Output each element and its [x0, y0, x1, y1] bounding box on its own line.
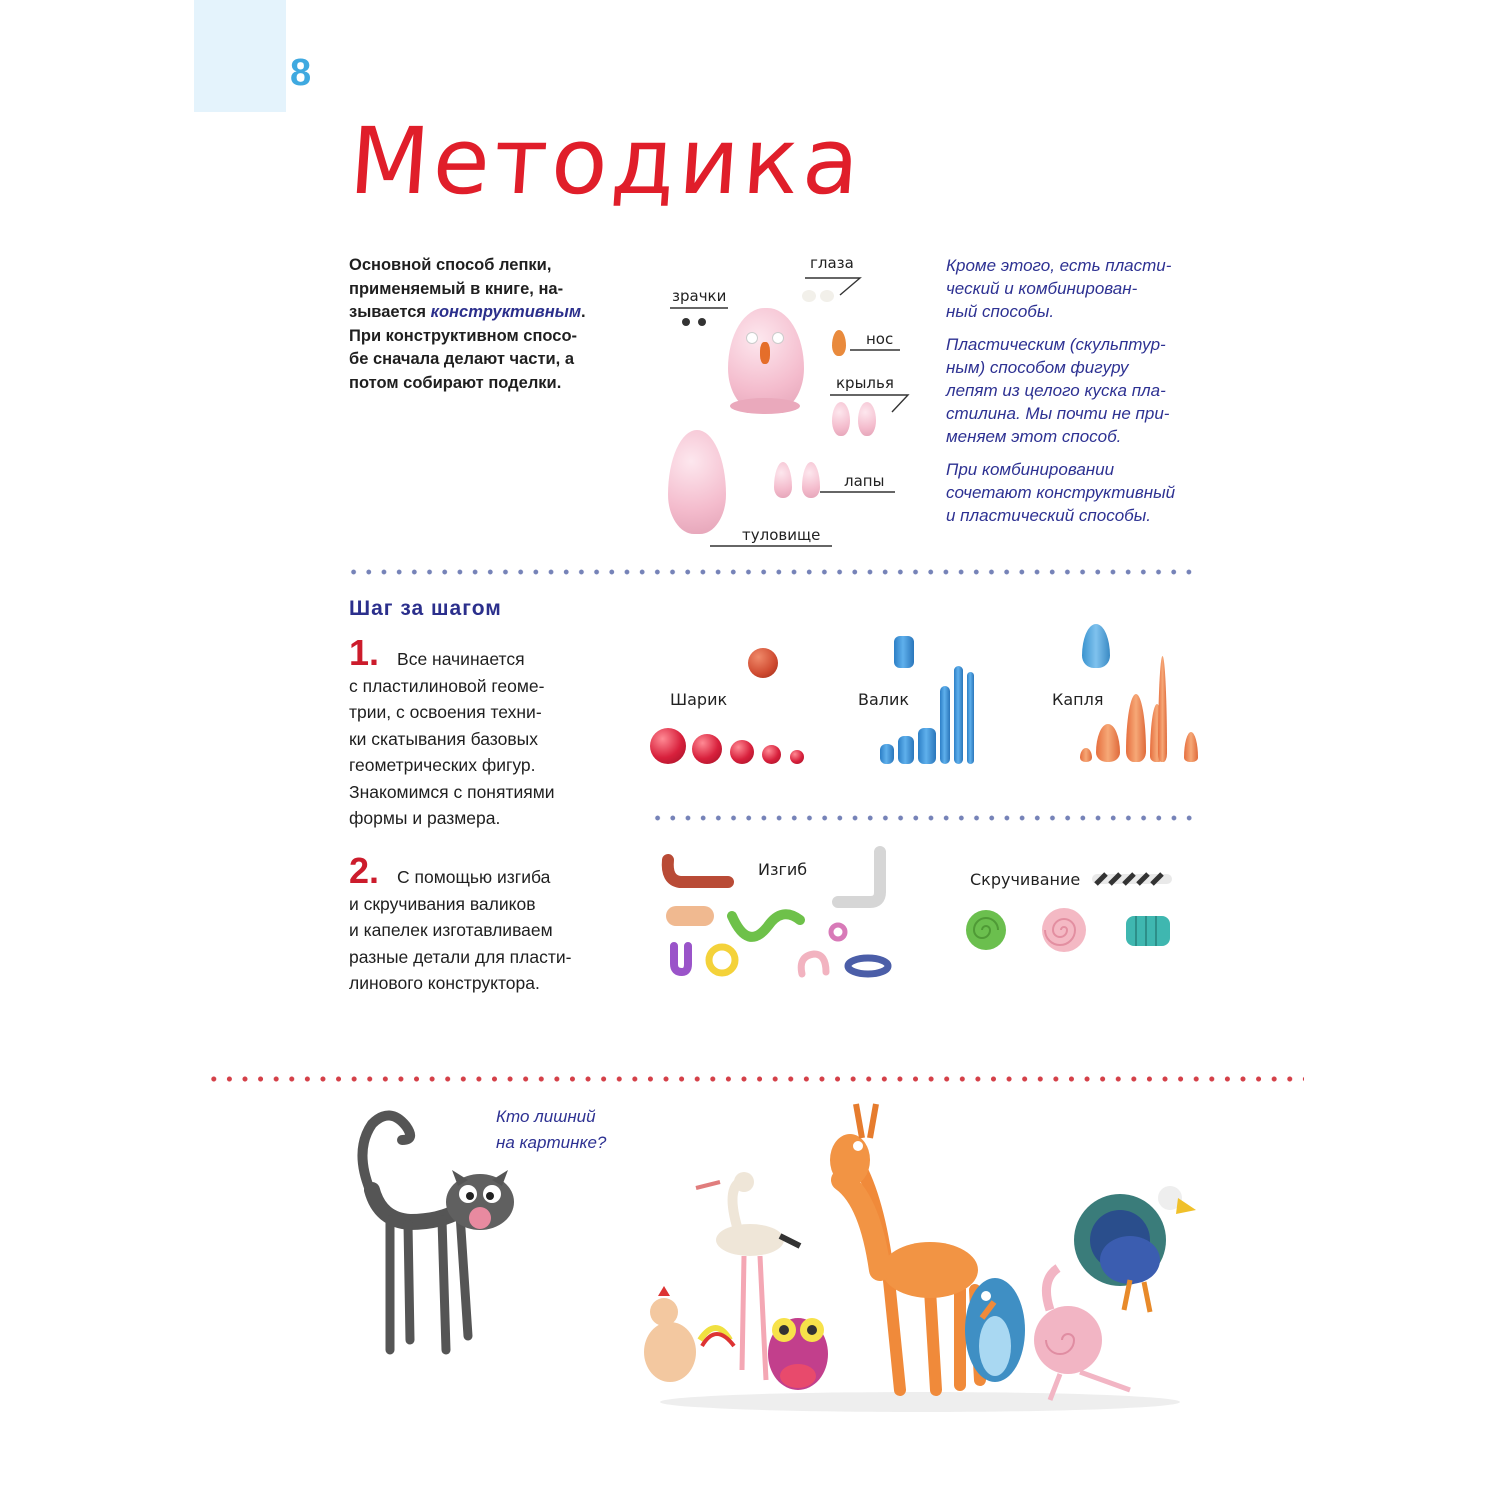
ball-icon	[790, 750, 804, 764]
bent-roller-icon	[668, 860, 728, 882]
eye-part	[820, 290, 834, 302]
drop-icon	[1158, 656, 1167, 762]
spiral-green-icon	[966, 910, 1006, 950]
intro-line: бе сначала делают части, а	[349, 350, 575, 368]
roller-icon	[940, 686, 950, 764]
label-roller: Валик	[858, 690, 910, 709]
blue-bird-icon	[965, 1278, 1025, 1382]
ring-piece-icon	[831, 925, 845, 939]
owl-icon	[768, 1318, 828, 1390]
ring-piece-icon	[709, 947, 735, 973]
step-2: 2. С помощью изгиба и скручивания валиков и капелек изготавливаем разные детали для пласти- линового конструктора.	[349, 850, 572, 993]
label-nose: нос	[866, 330, 894, 348]
ball-icon	[762, 745, 781, 764]
label-twist: Скручивание	[970, 870, 1081, 889]
oval-piece-icon	[666, 906, 714, 926]
roller-icon	[954, 666, 963, 764]
intro-line: Основной способ лепки,	[349, 256, 552, 274]
divider-dotted	[346, 569, 1198, 575]
intro-line: зывается конструктивным.	[349, 303, 586, 321]
page-title: Методика	[346, 108, 867, 215]
side-notes	[946, 254, 1216, 537]
side-paragraph-1: Кроме этого, есть пласти- ческий и комбинирован- ный способы.	[946, 256, 1172, 321]
drop-icon	[1184, 732, 1198, 762]
question-caption: Кто лишний на картинке?	[496, 1107, 607, 1152]
step-2-number: 2.	[349, 850, 380, 891]
loop-piece-icon	[848, 958, 888, 974]
roller-icon	[894, 636, 914, 668]
ball-icon	[748, 648, 778, 678]
bent-roller-icon	[838, 852, 880, 902]
bird-beak-icon	[760, 342, 770, 364]
steps-heading: Шаг за шагом	[349, 597, 502, 620]
label-eyes: глаза	[810, 254, 854, 272]
intro-line: При конструктивном спосо-	[349, 326, 578, 345]
roller-icon	[898, 736, 914, 764]
giraffe-icon	[830, 1104, 980, 1390]
intro-line: применяемый в книге, на-	[349, 279, 564, 298]
side-paragraph-3: При комбинировании сочетают конструктивный и пластический способы.	[946, 460, 1176, 525]
rooster-icon	[644, 1286, 734, 1382]
page-tab	[194, 0, 286, 112]
bend-shapes	[650, 842, 900, 982]
pupil-part	[682, 318, 690, 326]
label-ball: Шарик	[670, 690, 728, 709]
label-wings: крылья	[836, 374, 894, 392]
drop-icon	[1080, 748, 1092, 762]
intro-line: потом собирают поделки.	[349, 373, 562, 392]
flamingo-icon	[1034, 1268, 1130, 1400]
bird-parts-diagram	[660, 250, 920, 550]
u-piece-icon	[674, 946, 688, 972]
bird-eye-icon	[746, 332, 758, 344]
roller-icon	[880, 744, 894, 764]
twisted-rope-icon	[1092, 874, 1172, 884]
eye-part	[802, 290, 816, 302]
divider-dotted	[650, 815, 1198, 821]
label-paws: лапы	[844, 472, 885, 490]
roller-icon	[918, 728, 936, 764]
highlight-term: конструктивным	[430, 303, 582, 321]
drop-icon	[1096, 724, 1120, 762]
wing-part	[858, 402, 876, 436]
label-pupils: зрачки	[672, 287, 727, 305]
bird-eye-icon	[772, 332, 784, 344]
spiral-pink-icon	[1042, 908, 1086, 952]
label-drop: Капля	[1052, 690, 1104, 709]
turkey-icon	[1074, 1186, 1196, 1312]
step-1: 1. Все начинается с пластилиновой геоме- трии, с освоения техни- ки скатывания базовых геометрических фигур. Знакомимся с понятиями формы и размера.	[349, 632, 555, 828]
ball-icon	[650, 728, 686, 764]
ball-icon	[730, 740, 754, 764]
animals-group-icon	[630, 1090, 1210, 1420]
coil-teal-icon	[1126, 916, 1170, 946]
step-1-number: 1.	[349, 632, 380, 673]
wing-part	[832, 402, 850, 436]
bird-feet-icon	[730, 398, 800, 414]
label-body: туловище	[742, 526, 821, 544]
label-bend: Изгиб	[758, 860, 808, 879]
twist-shapes	[960, 864, 1190, 964]
drop-icon	[1082, 624, 1110, 668]
pupil-part	[698, 318, 706, 326]
divider-dotted-red	[206, 1076, 1304, 1082]
ball-icon	[692, 734, 722, 764]
intro-paragraph	[349, 254, 619, 395]
page-number: 8	[290, 52, 312, 94]
roller-icon	[967, 672, 974, 764]
arc-piece-icon	[801, 954, 826, 974]
nose-part	[832, 330, 846, 356]
drop-icon	[1126, 694, 1146, 762]
cat-figure-icon	[350, 1110, 530, 1370]
wave-piece-icon	[732, 914, 800, 937]
side-paragraph-2: Пластическим (скульптур- ным) способом фигуру лепят из целого куска пла- стилина. Мы почти не при- меняем этот способ.	[946, 335, 1170, 446]
